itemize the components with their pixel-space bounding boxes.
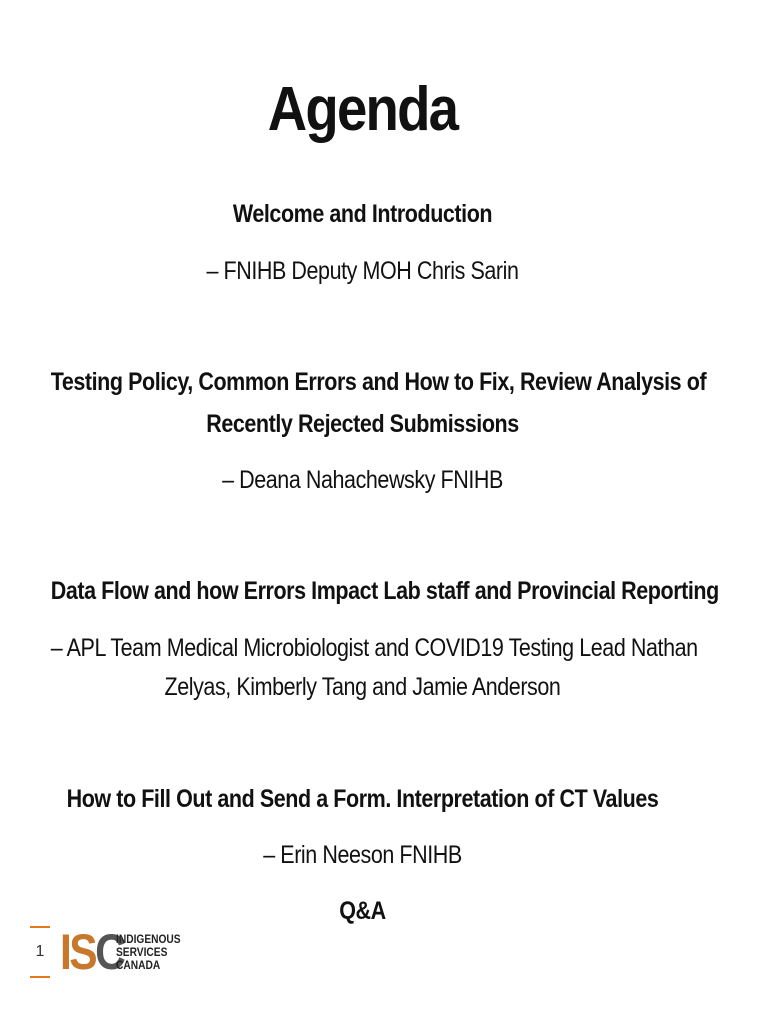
page-title: Agenda bbox=[267, 75, 458, 144]
logo-text-line: SERVICES bbox=[116, 944, 168, 959]
agenda-topic: Q&A bbox=[339, 897, 386, 925]
agenda-speaker: – Deana Nahachewsky FNIHB bbox=[222, 466, 503, 494]
agenda-speaker: – FNIHB Deputy MOH Chris Sarin bbox=[206, 257, 519, 285]
logo-mark-c: C bbox=[95, 924, 124, 980]
agenda-topic: Data Flow and how Errors Impact Lab staff and Provincial Reporting bbox=[50, 577, 719, 605]
logo-text bbox=[116, 933, 181, 972]
logo-text-line: CANADA bbox=[116, 957, 161, 972]
isc-logo-mark bbox=[60, 924, 124, 980]
agenda-topic: Recently Rejected Submissions bbox=[206, 410, 519, 438]
logo-text-line: INDIGENOUS bbox=[116, 931, 181, 946]
agenda-speaker: – APL Team Medical Microbiologist and COVID19 Testing Lead Nathan bbox=[50, 634, 698, 662]
agenda-topic: Testing Policy, Common Errors and How to Fix, Review Analysis of bbox=[50, 368, 707, 396]
logo-mark-is: IS bbox=[60, 924, 96, 980]
agenda-speaker: – Erin Neeson FNIHB bbox=[263, 841, 462, 869]
agenda-speaker: Zelyas, Kimberly Tang and Jamie Anderson bbox=[164, 673, 561, 701]
page-number: 1 bbox=[30, 926, 50, 978]
agenda-topic: How to Fill Out and Send a Form. Interpretation of CT Values bbox=[66, 785, 659, 813]
isc-logo bbox=[60, 926, 192, 978]
footer bbox=[30, 926, 200, 978]
agenda-topic: Welcome and Introduction bbox=[232, 200, 493, 228]
